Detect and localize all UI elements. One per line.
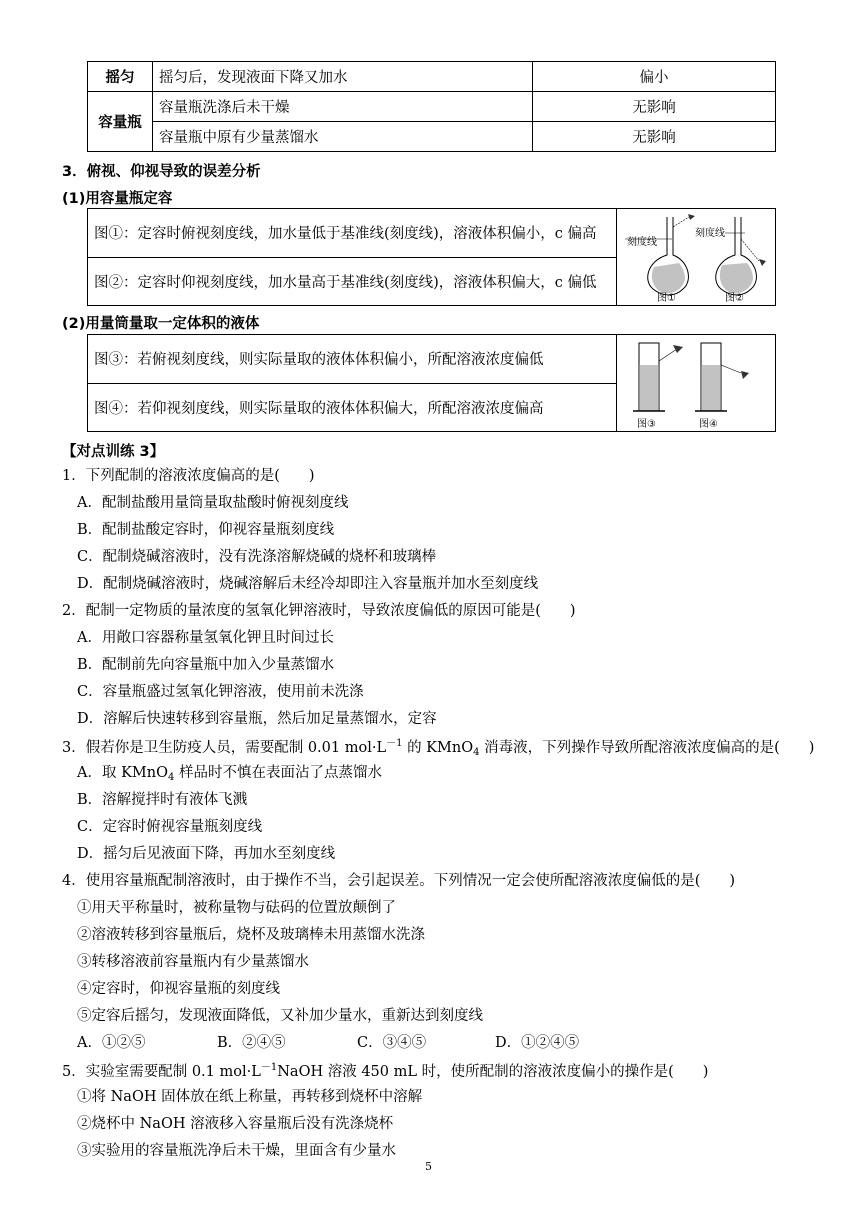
question-item: ③转移溶液前容量瓶内有少量蒸馏水 [77, 954, 309, 970]
question-item: ①用天平称量时，被称量物与砝码的位置放颠倒了 [77, 900, 396, 916]
table-cell-description: 图②：定容时仰视刻度线，加水量高于基准线(刻度线)，溶液体积偏大，c 偏低 [88, 257, 617, 306]
question-option: D．溶解后快速转移到容量瓶，然后加足量蒸馏水，定容 [77, 711, 437, 727]
question-option: C．配制烧碱溶液时，没有洗涤溶解烧碱的烧杯和玻璃棒 [77, 549, 437, 565]
table-row [88, 92, 776, 122]
question-option: B．溶解搅拌时有液体飞溅 [77, 792, 248, 808]
question-list [62, 464, 842, 1184]
question-item: ④定容时，仰视容量瓶的刻度线 [77, 981, 280, 997]
table-row [88, 209, 776, 258]
figure-caption: 图④ [699, 419, 718, 430]
question-option: B．配制盐酸定容时，仰视容量瓶刻度线 [77, 522, 335, 538]
error-table [87, 61, 776, 152]
flask-figure-cell [617, 209, 776, 306]
table-cell-description: 容量瓶中原有少量蒸馏水 [153, 122, 533, 152]
question-option: C．定容时俯视容量瓶刻度线 [77, 819, 263, 835]
graduated-cylinder-table [87, 334, 776, 432]
table-cell-result: 无影响 [533, 92, 776, 122]
question-5-stem: 5．实验室需要配制 0.1 $mol\cdot L^{-1}NaOH$ 溶液 450 mL 时，使所配制的溶液浓度偏小的操作是( ) [62, 1062, 709, 1080]
question-4-stem: 4．使用容量瓶配制溶液时，由于操作不当，会引起误差。下列情况一定会使所配溶液浓度偏低的是( ) [62, 873, 736, 889]
question-option: C．容量瓶盛过氢氧化钾溶液，使用前未洗涤 [77, 684, 364, 700]
page-number: 5 [425, 1160, 432, 1173]
table-cell-category: 容量瓶 [88, 92, 153, 152]
table-cell-description: 摇匀后，发现液面下降又加水 [153, 62, 533, 92]
question-option: A．配制盐酸用量筒量取盐酸时俯视刻度线 [77, 495, 349, 511]
scale-line-label: 刻度线 [627, 237, 657, 248]
table-cell-result: 无影响 [533, 122, 776, 152]
question-option: A．用敞口容器称量氢氧化钾且时间过长 [77, 630, 334, 646]
question-choice: C．③④⑤ [357, 1035, 427, 1051]
question-item: ①将 NaOH 固体放在纸上称量，再转移到烧杯中溶解 [77, 1089, 423, 1105]
figure-caption: 图② [725, 293, 744, 304]
question-choice: D．①②④⑤ [495, 1035, 580, 1051]
subsection-heading: (1)用容量瓶定容 [62, 191, 173, 207]
table-cell-result: 偏小 [533, 62, 776, 92]
table-cell-description: 图④：若仰视刻度线，则实际量取的液体体积偏大，所配溶液浓度偏高 [88, 383, 617, 432]
question-1-stem: 1．下列配制的溶液浓度偏高的是( ) [62, 468, 315, 484]
table-row [88, 122, 776, 152]
question-option: A．取 KMnO$_4$ 样品时不慎在表面沾了点蒸馏水 [77, 765, 382, 783]
table-cell-description: 图①：定容时俯视刻度线，加水量低于基准线(刻度线)，溶液体积偏小，c 偏高 [88, 209, 617, 258]
table-row [88, 335, 776, 384]
question-item: ②烧杯中 NaOH 溶液移入容量瓶后没有洗涤烧杯 [77, 1116, 394, 1132]
table-cell-description: 图③：若俯视刻度线，则实际量取的液体体积偏小，所配溶液浓度偏低 [88, 335, 617, 384]
practice-heading: 【对点训练 3】 [62, 444, 165, 460]
question-option: B．配制前先向容量瓶中加入少量蒸馏水 [77, 657, 335, 673]
cylinder-figure-cell [617, 335, 776, 432]
scale-line-label: 刻度线 [695, 228, 725, 239]
table-row [88, 62, 776, 92]
question-item: ⑤定容后摇匀，发现液面降低，又补加少量水，重新达到刻度线 [77, 1008, 483, 1024]
table-cell-category: 摇匀 [88, 62, 153, 92]
question-item: ②溶液转移到容量瓶后，烧杯及玻璃棒未用蒸馏水洗涤 [77, 927, 425, 943]
question-2-stem: 2．配制一定物质的量浓度的氢氧化钾溶液时，导致浓度偏低的原因可能是( ) [62, 603, 576, 619]
figure-caption: 图① [657, 293, 676, 304]
question-item: ③实验用的容量瓶洗净后未干燥，里面含有少量水 [77, 1143, 396, 1159]
volumetric-flask-table [87, 208, 776, 306]
question-choice: B．②④⑤ [217, 1035, 286, 1051]
question-choice: A．①②⑤ [77, 1035, 146, 1051]
figure-caption: 图③ [637, 419, 656, 430]
table-cell-description: 容量瓶洗涤后未干燥 [153, 92, 533, 122]
question-option: D．配制烧碱溶液时，烧碱溶解后未经冷却即注入容量瓶并加水至刻度线 [77, 576, 539, 592]
subsection-heading: (2)用量筒量取一定体积的液体 [62, 316, 260, 332]
section-heading: 3．俯视、仰视导致的误差分析 [62, 164, 261, 180]
question-3-stem: 3．假若你是卫生防疫人员，需要配制 0.01 $mol\cdot L^{-1}$ 的 KMnO$_4$ 消毒液，下列操作导致所配溶液浓度偏高的是( ) [62, 738, 815, 758]
question-option: D．摇匀后见液面下降，再加水至刻度线 [77, 846, 336, 862]
